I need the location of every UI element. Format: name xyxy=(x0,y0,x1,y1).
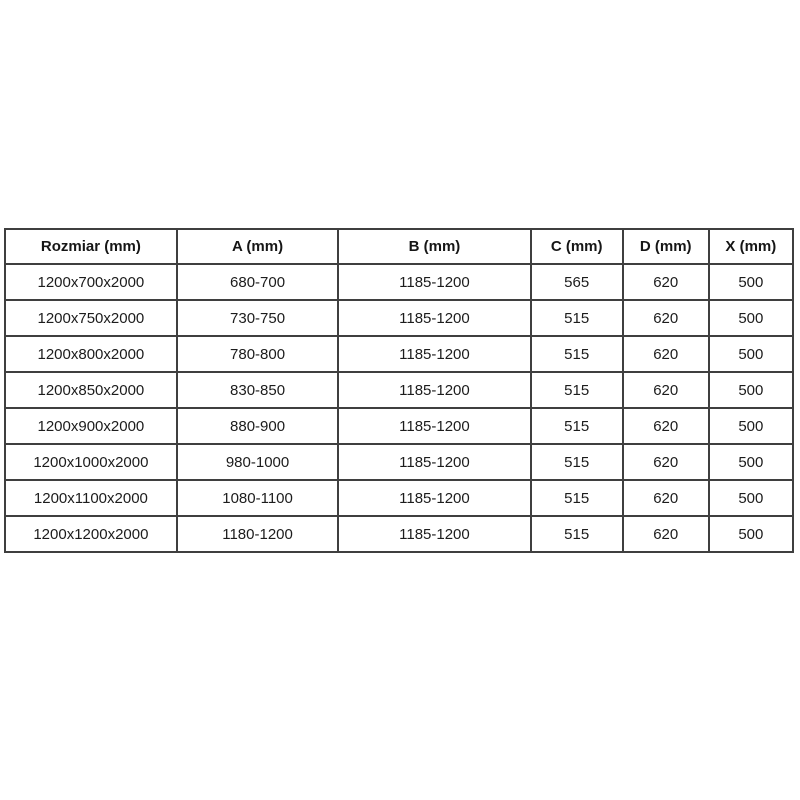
table-row xyxy=(5,444,793,480)
table-cell: 830-850 xyxy=(177,372,339,408)
table-cell: 1200x1100x2000 xyxy=(5,480,177,516)
table-header-row xyxy=(5,229,793,264)
table-cell: 620 xyxy=(623,264,709,300)
table-row xyxy=(5,372,793,408)
table-cell: 500 xyxy=(709,372,793,408)
table-cell: 780-800 xyxy=(177,336,339,372)
table-cell: 515 xyxy=(531,300,623,336)
table-cell: 1185-1200 xyxy=(338,372,530,408)
table-cell: 500 xyxy=(709,480,793,516)
column-header-b: B (mm) xyxy=(338,229,530,264)
table-cell: 1185-1200 xyxy=(338,480,530,516)
table-cell: 500 xyxy=(709,516,793,552)
table-cell: 1185-1200 xyxy=(338,444,530,480)
table-row xyxy=(5,516,793,552)
table-cell: 500 xyxy=(709,408,793,444)
table-cell: 680-700 xyxy=(177,264,339,300)
table-row xyxy=(5,480,793,516)
table-cell: 515 xyxy=(531,516,623,552)
table-cell: 620 xyxy=(623,480,709,516)
column-header-c: C (mm) xyxy=(531,229,623,264)
table-header xyxy=(5,229,793,264)
table-row xyxy=(5,264,793,300)
table-cell: 1200x750x2000 xyxy=(5,300,177,336)
table-cell: 1185-1200 xyxy=(338,516,530,552)
table-cell: 515 xyxy=(531,372,623,408)
table-cell: 1200x1200x2000 xyxy=(5,516,177,552)
table-cell: 880-900 xyxy=(177,408,339,444)
table-body xyxy=(5,264,793,552)
table-cell: 1185-1200 xyxy=(338,336,530,372)
table-cell: 980-1000 xyxy=(177,444,339,480)
table-cell: 515 xyxy=(531,480,623,516)
table-row xyxy=(5,408,793,444)
table-cell: 1185-1200 xyxy=(338,408,530,444)
table-cell: 515 xyxy=(531,336,623,372)
column-header-a: A (mm) xyxy=(177,229,339,264)
table-cell: 500 xyxy=(709,336,793,372)
table-cell: 1200x850x2000 xyxy=(5,372,177,408)
table-cell: 515 xyxy=(531,444,623,480)
table-cell: 1200x700x2000 xyxy=(5,264,177,300)
table-cell: 620 xyxy=(623,408,709,444)
table-cell: 1180-1200 xyxy=(177,516,339,552)
table-cell: 1185-1200 xyxy=(338,300,530,336)
table-cell: 620 xyxy=(623,300,709,336)
column-header-rozmiar: Rozmiar (mm) xyxy=(5,229,177,264)
table-cell: 565 xyxy=(531,264,623,300)
table-cell: 730-750 xyxy=(177,300,339,336)
table-cell: 500 xyxy=(709,264,793,300)
table-cell: 1080-1100 xyxy=(177,480,339,516)
table-cell: 620 xyxy=(623,516,709,552)
dimension-table-container xyxy=(4,228,794,553)
table-cell: 500 xyxy=(709,444,793,480)
table-cell: 1200x1000x2000 xyxy=(5,444,177,480)
table-cell: 500 xyxy=(709,300,793,336)
table-row xyxy=(5,300,793,336)
table-cell: 620 xyxy=(623,444,709,480)
column-header-d: D (mm) xyxy=(623,229,709,264)
table-cell: 1200x900x2000 xyxy=(5,408,177,444)
table-cell: 620 xyxy=(623,372,709,408)
table-cell: 1185-1200 xyxy=(338,264,530,300)
table-cell: 620 xyxy=(623,336,709,372)
column-header-x: X (mm) xyxy=(709,229,793,264)
dimension-table xyxy=(4,228,794,553)
table-cell: 1200x800x2000 xyxy=(5,336,177,372)
table-row xyxy=(5,336,793,372)
table-cell: 515 xyxy=(531,408,623,444)
